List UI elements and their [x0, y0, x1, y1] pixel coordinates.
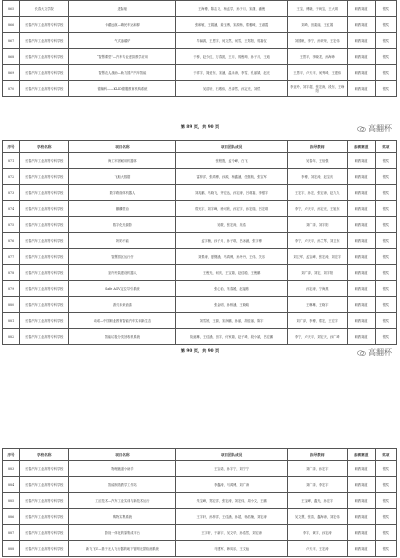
page-89-table-section: [0, 0, 400, 97]
cell-project: 飞船大数据: [69, 169, 176, 185]
cell-members: 于祥宇，简爱东，宋涵，温永涛，李雪，孔丽婧，赵光: [176, 65, 287, 81]
awards-table-page-89: [2, 0, 397, 97]
cell-members: 吴敬，张宏涛，吴浩: [176, 217, 287, 233]
cell-advisors: 王思平，李晓龙，孙海珍: [287, 49, 347, 65]
table-row: [3, 329, 397, 345]
cell-school: 长春汽车工业高等专科学校: [20, 265, 69, 281]
table-row: [3, 525, 397, 541]
cell-track: 职教赛道: [347, 65, 375, 81]
cell-members: 李鑫涛，马鸿博，刘广涛: [176, 477, 287, 493]
cell-school: 长春汽车工业高等专科学校: [20, 33, 69, 49]
cell-advisors: 刘广泽，孙宏宇: [287, 461, 347, 477]
table-row: [3, 461, 397, 477]
header-members: 项目团队成员: [176, 141, 287, 153]
cell-serial: 884: [3, 477, 20, 493]
cell-project: 智慧园区运行仔: [69, 249, 176, 265]
table-row: [3, 217, 397, 233]
cell-school: 长春汽车工业高等专科学校: [20, 477, 69, 493]
cell-advisors: 刘卫军，孟宝峰，张宏涛，刘宏宇: [287, 249, 347, 265]
header-award: 奖项: [375, 449, 396, 461]
cell-serial: 876: [3, 233, 20, 249]
cell-track: 职教赛道: [347, 17, 375, 33]
cell-award: 银奖: [375, 217, 396, 233]
table-row: [3, 297, 397, 313]
cell-members: 张程胜，孟令峰，白飞: [176, 153, 287, 169]
cell-award: 银奖: [375, 169, 396, 185]
cell-members: 王俊光，何庆，王宝瑞，赵佳聪，王俊鹏: [176, 265, 287, 281]
cell-school: 长春汽车工业高等专科学校: [20, 493, 69, 509]
cell-track: 职教赛道: [347, 525, 375, 541]
cell-members: 张金明，孙桥涵，王晓暄: [176, 297, 287, 313]
cell-award: 银奖: [375, 477, 396, 493]
cell-members: 刘兆鹏，马晓飞，齐宏达，孙宏涛，吕莉嘉，李强宇: [176, 185, 287, 201]
cell-project: 气式渗碳炉: [69, 33, 176, 49]
cell-track: 职教赛道: [347, 493, 375, 509]
cell-serial: 870: [3, 81, 20, 97]
watermark-2: [357, 347, 392, 358]
awards-table-page-91: [2, 448, 397, 557]
table-row: [3, 33, 397, 49]
cell-members: 张和敏，王娟涵，姜玉博，宋源杨，郑雅嵘，王淑霞: [176, 17, 287, 33]
cell-advisors: 王琳琳，王晓宇: [287, 297, 347, 313]
cell-serial: 867: [3, 33, 20, 49]
cell-members: 马建军，韩凤乐，王文灿: [176, 541, 287, 557]
cell-serial: 869: [3, 65, 20, 81]
cell-school: 长春汽车工业高等专科学校: [20, 541, 69, 557]
cell-members: 阮诞琳，王佳涵，田宇，付家瑞，赵子琦，段小斌，吕宏鹏: [176, 329, 287, 345]
cell-award: 银奖: [375, 297, 396, 313]
cell-award: 银奖: [375, 185, 396, 201]
page-number-89: 第 89 页，共 90 页: [180, 124, 220, 129]
cell-track: 职教赛道: [347, 313, 375, 329]
cell-track: 职教赛道: [347, 185, 375, 201]
cell-school: 长春汽车工业高等专科学校: [20, 201, 69, 217]
header-members: 项目团队成员: [176, 449, 287, 461]
header-serial: 序号: [3, 141, 20, 153]
table-row: [3, 477, 397, 493]
cell-award: 银奖: [375, 17, 396, 33]
cell-serial: 871: [3, 153, 20, 169]
cell-award: 银奖: [375, 509, 396, 525]
wechat-icon: [357, 350, 366, 356]
watermark: [357, 123, 392, 134]
cell-project: 智慧农人战助—助力国产汽车智能: [69, 65, 176, 81]
wechat-icon: [357, 126, 366, 132]
cell-award: 银奖: [375, 233, 396, 249]
cell-project: 麒麟堂治: [69, 201, 176, 217]
cell-advisors: 王宝，傅晓，于尚宝，王大琪: [287, 1, 347, 17]
cell-members: 雷梓洋，张鸿博，孙源，杨鑫涵，任继航，张宝军: [176, 169, 287, 185]
cell-serial: 879: [3, 281, 20, 297]
cell-school: 长春大文学院: [20, 1, 69, 17]
cell-advisors: 刘广泽，刘宇阳: [287, 217, 347, 233]
table-row: [3, 17, 397, 33]
cell-school: 长春汽车工业高等专科学校: [20, 49, 69, 65]
table-row: [3, 509, 397, 525]
cell-award: 银奖: [375, 65, 396, 81]
cell-advisors: 刘国帆，李宁，孙荣荣，王宏伟: [287, 33, 347, 49]
cell-members: 刘雪婷，王源，宋润鹏，孙丽，胡佳丽，陈宇: [176, 313, 287, 329]
header-track: 参赛赛道: [347, 141, 375, 153]
cell-members: 郑光宇，刘宇峰，徐可欣，孙宏宇，孙宏瑞，吕宏琪: [176, 201, 287, 217]
cell-advisors: 李宁，卢天平，刘宏天，孙广琦: [287, 329, 347, 345]
cell-advisors: 刘广泽，李宏宇: [287, 477, 347, 493]
cell-school: 长春汽车工业高等专科学校: [20, 233, 69, 249]
cell-award: 银奖: [375, 33, 396, 49]
cell-award: 银奖: [375, 493, 396, 509]
cell-track: 职教赛道: [347, 541, 375, 557]
cell-track: 职教赛道: [347, 281, 375, 297]
cell-school: 长春汽车工业高等专科学校: [20, 217, 69, 233]
awards-table-page-90: [2, 140, 397, 345]
cell-award: 银奖: [375, 49, 396, 65]
cell-project: “智慧课堂”—汽车专业虚拟教学应用: [69, 49, 176, 65]
cell-members: 刘景涛，夏钢涵，马鸿博，孙丹丹，王伟，关乐: [176, 249, 287, 265]
cell-advisors: 王宏宇，孙宏，张宏涛，赵九九: [287, 185, 347, 201]
cell-project: 物理跑道小助手: [69, 461, 176, 477]
table-row: [3, 249, 397, 265]
cell-award: 银奖: [375, 329, 396, 345]
cell-members: 张心怡，朱春媛，赵福栋: [176, 281, 287, 297]
cell-serial: 880: [3, 297, 20, 313]
page-91-table-section: [0, 448, 400, 557]
cell-advisors: 吴春年，王佰强: [287, 153, 347, 169]
cell-project: 数字化光源影: [69, 217, 176, 233]
cell-advisors: 李宁，卢天平，孙兰琴，刘卫东: [287, 233, 347, 249]
cell-project: 数字路面体机器人: [69, 185, 176, 201]
cell-school: 长春汽车工业高等专科学校: [20, 281, 69, 297]
cell-track: 职教赛道: [347, 461, 375, 477]
header-serial: 序号: [3, 449, 20, 461]
cell-track: 职教赛道: [347, 217, 375, 233]
cell-award: 银奖: [375, 281, 396, 297]
table-row: [3, 201, 397, 217]
cell-serial: 868: [3, 49, 20, 65]
cell-school: 长春汽车工业高等专科学校: [20, 65, 69, 81]
cell-school: 长春汽车工业高等专科学校: [20, 169, 69, 185]
cell-serial: 883: [3, 461, 20, 477]
cell-project: 新飞飞U—基于无人飞行器的地下管网无损检测系统: [69, 541, 176, 557]
cell-school: 长春汽车工业高等专科学校: [20, 81, 69, 97]
cell-members: 毕赫源，王恩宇，何文然，何雪，王郑阳，郭嘉仪: [176, 33, 287, 49]
header-award: 奖项: [375, 141, 396, 153]
table-row: [3, 281, 397, 297]
cell-track: 职教赛道: [347, 49, 375, 65]
cell-serial: 882: [3, 329, 20, 345]
cell-award: 银奖: [375, 249, 396, 265]
cell-advisors: 刘广泽，李博，郑宏，王宏宇: [287, 313, 347, 329]
cell-track: 职教赛道: [347, 169, 375, 185]
cell-school: 长春汽车工业高等专科学校: [20, 509, 69, 525]
cell-members: 王海傅，陈志义，杨孟学，孙子月，宋潇，潘俊: [176, 1, 287, 17]
cell-advisors: 刘广泽，刘宏，刘宇阳: [287, 265, 347, 281]
table-row: [3, 541, 397, 557]
cell-project: 购物实集系统: [69, 509, 176, 525]
cell-advisors: 李宇，黄宇，孙宏涛: [287, 525, 347, 541]
cell-track: 职教赛道: [347, 509, 375, 525]
cell-project: 影视一体化的原集成平台: [69, 525, 176, 541]
header-school: 学校名称: [20, 449, 69, 461]
table-row: [3, 65, 397, 81]
watermark-text: 高翻杯: [368, 124, 392, 133]
cell-project: 德嫡科——KLID德服教育机构系统: [69, 81, 176, 97]
cell-advisors: 李亚玲，刘宇超，张宏涛，段东，王峥阳: [287, 81, 347, 97]
page-90-table-section: [0, 140, 400, 345]
cell-award: 银奖: [375, 81, 396, 97]
cell-serial: 881: [3, 313, 20, 329]
cell-project: Safe AGV定位导引系统: [69, 281, 176, 297]
cell-serial: 865: [3, 1, 20, 17]
cell-project: 工匠技术—汽车工业实训与新技术运行: [69, 493, 176, 509]
cell-project: 室内夹装建设机器人: [69, 265, 176, 281]
cell-school: 长春汽车工业高等专科学校: [20, 185, 69, 201]
cell-school: 长春汽车工业高等专科学校: [20, 297, 69, 313]
table-row: [3, 81, 397, 97]
cell-advisors: 卢天平，王宏涛: [287, 541, 347, 557]
cell-project: 智能垃圾分类回收机系统: [69, 329, 176, 345]
cell-award: 银奖: [375, 313, 396, 329]
cell-advisors: 王宝峰，鑫光，孙宏宇: [287, 493, 347, 509]
cell-award: 银奖: [375, 461, 396, 477]
table-row: [3, 1, 397, 17]
cell-school: 长春汽车工业高等专科学校: [20, 153, 69, 169]
header-track: 参赛赛道: [347, 449, 375, 461]
header-advisors: 指导教师: [287, 141, 347, 153]
cell-school: 长春汽车工业高等专科学校: [20, 249, 69, 265]
page-number-90: 第 90 页，共 90 页: [180, 348, 220, 353]
table-row: [3, 233, 397, 249]
table-row: [3, 265, 397, 281]
header-advisors: 指导教师: [287, 449, 347, 461]
cell-school: 长春汽车工业高等专科学校: [20, 525, 69, 541]
cell-award: 银奖: [375, 541, 396, 557]
cell-school: 长春汽车工业高等专科学校: [20, 461, 69, 477]
cell-advisors: 王思平，卢天平，何秀琦，王建伟: [287, 65, 347, 81]
watermark-text: 高翻杯: [368, 348, 392, 357]
cell-project: 进际船: [69, 1, 176, 17]
cell-project: 动诺—中国职业教育智能汽车实训新生态: [69, 313, 176, 329]
cell-advisors: 孙宏涛，宁海燕: [287, 281, 347, 297]
cell-school: 长春汽车工业高等专科学校: [20, 313, 69, 329]
table-row: [3, 185, 397, 201]
cell-award: 银奖: [375, 265, 396, 281]
cell-members: 吴浩轩，石敬伟，吕泽然，孙定光，刘铠: [176, 81, 287, 97]
cell-serial: 874: [3, 201, 20, 217]
cell-project: 智能制造教学工作站: [69, 477, 176, 493]
cell-track: 职教赛道: [347, 33, 375, 49]
cell-project: 卡藏远航—嗨民车运和驿: [69, 17, 176, 33]
cell-track: 职教赛道: [347, 249, 375, 265]
table-row: [3, 49, 397, 65]
header-project: 项目名称: [69, 141, 176, 153]
table-row: [3, 493, 397, 509]
cell-school: 长春汽车工业高等专科学校: [20, 17, 69, 33]
cell-project: 游刃未来油漆: [69, 297, 176, 313]
table-row: [3, 313, 397, 329]
header-school: 学校名称: [20, 141, 69, 153]
cell-award: 银奖: [375, 525, 396, 541]
cell-school: 长春汽车工业高等专科学校: [20, 329, 69, 345]
cell-advisors: 李博，刘宏涛，赵宝庆: [287, 169, 347, 185]
cell-serial: 877: [3, 249, 20, 265]
cell-advisors: 李宁，卢天平，孙宏光，王旭东: [287, 201, 347, 217]
cell-members: 王宇轩，于新宇，吴文华，孙浩然，刘宏涛: [176, 525, 287, 541]
cell-award: 银奖: [375, 201, 396, 217]
cell-serial: 878: [3, 265, 20, 281]
cell-project: 奶奶不能: [69, 233, 176, 249]
cell-track: 职教赛道: [347, 477, 375, 493]
cell-members: 于桥，赵少红，万春波，王月，郭俊坤，孙子月，王迪: [176, 49, 287, 65]
cell-members: 王宇轩，孙梓洋，王佳涵，孙超，杨浩楠，刘宏涛: [176, 509, 287, 525]
cell-advisors: 吴文慧，张苗，鑫海涛，刘宏伟: [287, 509, 347, 525]
cell-track: 职教赛道: [347, 153, 375, 169]
cell-advisors: 刘琦，田素丽，王红娟: [287, 17, 347, 33]
cell-award: 银奖: [375, 1, 396, 17]
cell-track: 职教赛道: [347, 201, 375, 217]
cell-serial: 875: [3, 217, 20, 233]
cell-serial: 872: [3, 169, 20, 185]
cell-track: 职教赛道: [347, 1, 375, 17]
cell-serial: 866: [3, 17, 20, 33]
header-project: 项目名称: [69, 449, 176, 461]
cell-track: 职教赛道: [347, 297, 375, 313]
cell-serial: 887: [3, 525, 20, 541]
cell-members: 王宝诺，孙宇宁，刘宁宁: [176, 461, 287, 477]
cell-track: 职教赛道: [347, 233, 375, 249]
cell-serial: 873: [3, 185, 20, 201]
cell-track: 职教赛道: [347, 329, 375, 345]
cell-serial: 885: [3, 493, 20, 509]
cell-track: 职教赛道: [347, 81, 375, 97]
table-row: [3, 169, 397, 185]
cell-members: 朱宝峰，郑宏洋，张宏涛，刘宏伟，周小文，王鹏: [176, 493, 287, 509]
cell-serial: 886: [3, 509, 20, 525]
cell-award: 银奖: [375, 153, 396, 169]
table-row: [3, 153, 397, 169]
cell-project: 海工牢固耐用机器体: [69, 153, 176, 169]
cell-serial: 888: [3, 541, 20, 557]
cell-track: 职教赛道: [347, 265, 375, 281]
cell-members: 孟宇楠，孙子月，孙子琪，吕冰涵，张宇博: [176, 233, 287, 249]
